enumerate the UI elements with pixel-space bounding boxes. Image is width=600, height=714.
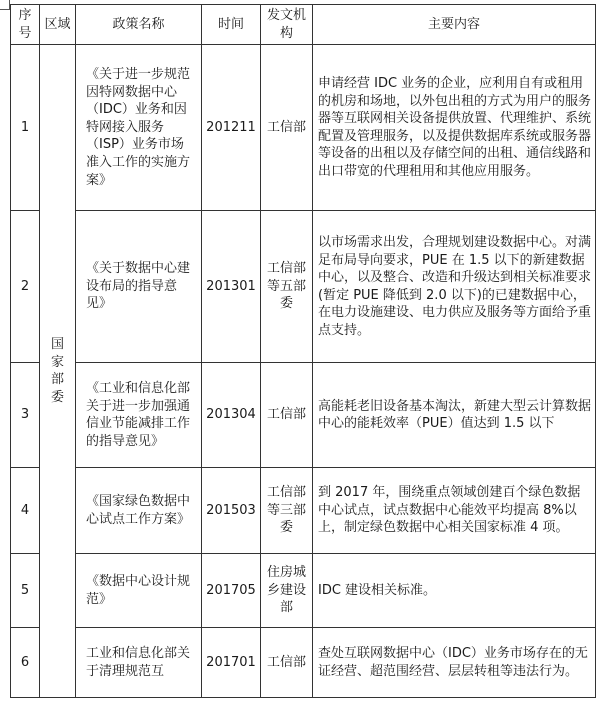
policy-content: 查处互联网数据中心（IDC）业务市场存在的无证经营、超范围经营、层层转租等违法行为。 — [313, 628, 596, 698]
header-index: 序号 — [11, 5, 40, 45]
policy-name: 《关于进一步规范因特网数据中心（IDC）业务和因特网接入服务（ISP）业务市场准入工作的实施方案》 — [76, 45, 202, 211]
row-index: 4 — [11, 468, 40, 554]
row-index: 5 — [11, 554, 40, 628]
policy-issuer: 工信部 — [261, 628, 313, 698]
policy-name: 工业和信息化部关于清理规范互 — [76, 628, 202, 698]
policy-content: 以市场需求出发，合理规划建设数据中心。对满足布局导向要求，PUE 在 1.5 以下的新建数据中心，以及整合、改造和升级达到相关标准要求(暂定 PUE 降低到 2.0 以下)的已建数据中心，在电力设施建设、电力供应及服务等方面给予重点支持。 — [313, 211, 596, 363]
table-row — [11, 554, 596, 628]
policy-content: 高能耗老旧设备基本淘汰，新建大型云计算数据中心的能耗效率（PUE）值达到 1.5 以下 — [313, 363, 596, 468]
policy-name: 《国家绿色数据中心试点工作方案》 — [76, 468, 202, 554]
page-corner-mark — [0, 0, 10, 10]
policy-time: 201503 — [202, 468, 261, 554]
policy-name: 《工业和信息化部关于进一步加强通信业节能减排工作的指导意见》 — [76, 363, 202, 468]
policy-issuer: 工信部 — [261, 363, 313, 468]
policy-content: 申请经营 IDC 业务的企业，应利用自有或租用的机房和场地，以外包出租的方式为用户的服务器等互联网相关设备提供放置、代理维护、系统配置及管理服务，以及提供数据库系统或服务器等设备的出租以及存储空间的出租、通信线路和出口带宽的代理租用和其他应用服务。 — [313, 45, 596, 211]
header-issuer: 发文机构 — [261, 5, 313, 45]
header-time: 时间 — [202, 5, 261, 45]
policy-time: 201701 — [202, 628, 261, 698]
policy-time: 201301 — [202, 211, 261, 363]
header-content: 主要内容 — [313, 5, 596, 45]
row-index: 6 — [11, 628, 40, 698]
table-row — [11, 45, 596, 211]
table-row — [11, 628, 596, 698]
header-policy-name: 政策名称 — [76, 5, 202, 45]
policy-issuer: 工信部等三部委 — [261, 468, 313, 554]
policy-table — [10, 4, 596, 698]
policy-issuer: 住房城乡建设部 — [261, 554, 313, 628]
policy-time: 201211 — [202, 45, 261, 211]
header-region: 区域 — [40, 5, 76, 45]
table-row — [11, 468, 596, 554]
policy-content: 到 2017 年，围绕重点领域创建百个绿色数据中心试点，试点数据中心能效平均提高 8%以上，制定绿色数据中心相关国家标准 4 项。 — [313, 468, 596, 554]
policy-issuer: 工信部 — [261, 45, 313, 211]
row-index: 2 — [11, 211, 40, 363]
region-cell: 国家部委 — [40, 45, 76, 698]
row-index: 1 — [11, 45, 40, 211]
table-row — [11, 211, 596, 363]
policy-name: 《数据中心设计规范》 — [76, 554, 202, 628]
policy-name: 《关于数据中心建设布局的指导意见》 — [76, 211, 202, 363]
table-row — [11, 363, 596, 468]
policy-content: IDC 建设相关标准。 — [313, 554, 596, 628]
policy-time: 201304 — [202, 363, 261, 468]
table-header-row — [11, 5, 596, 45]
policy-time: 201705 — [202, 554, 261, 628]
policy-issuer: 工信部等五部委 — [261, 211, 313, 363]
row-index: 3 — [11, 363, 40, 468]
